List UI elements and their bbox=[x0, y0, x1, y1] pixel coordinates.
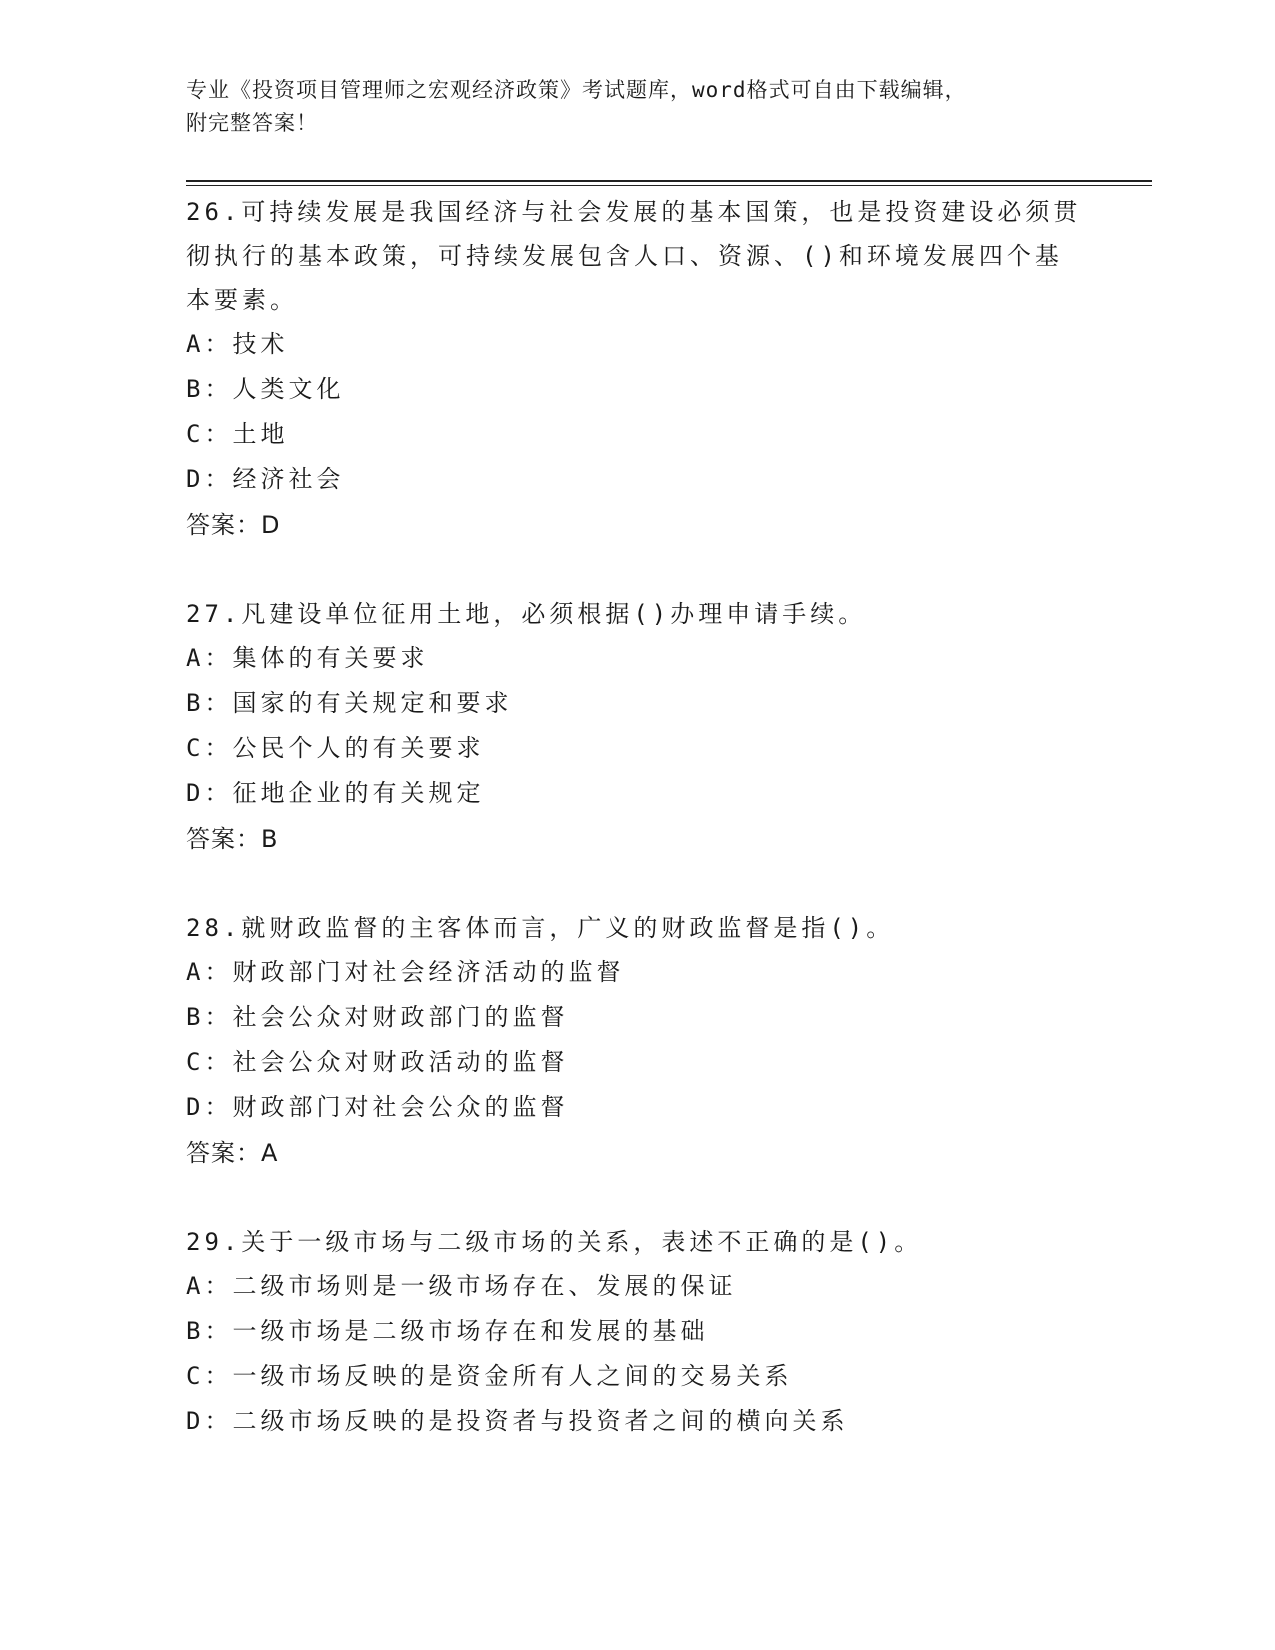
answer-line: 答案：A bbox=[186, 1139, 279, 1167]
header-divider-thin bbox=[186, 185, 1152, 186]
document-header bbox=[186, 74, 1086, 140]
option-a: A：二级市场则是一级市场存在、发展的保证 bbox=[186, 1272, 737, 1300]
question-stem: 28.就财政监督的主客体而言，广义的财政监督是指()。 bbox=[186, 914, 895, 942]
header-line-2: 附完整答案！ bbox=[186, 111, 318, 135]
answer-line: 答案：B bbox=[186, 825, 279, 853]
option-d: D：征地企业的有关规定 bbox=[186, 779, 485, 807]
header-divider-thick bbox=[186, 180, 1152, 182]
question-26 bbox=[186, 190, 1152, 548]
question-stem: 26.可持续发展是我国经济与社会发展的基本国策，也是投资建设必须贯彻执行的基本政策，可持续发展包含人口、资源、()和环境发展四个基本要素。 bbox=[186, 198, 1082, 314]
option-c: C：社会公众对财政活动的监督 bbox=[186, 1048, 569, 1076]
option-b: B：一级市场是二级市场存在和发展的基础 bbox=[186, 1317, 709, 1345]
question-27 bbox=[186, 592, 1152, 862]
option-b: B：人类文化 bbox=[186, 375, 345, 403]
question-stem: 27.凡建设单位征用土地，必须根据()办理申请手续。 bbox=[186, 600, 867, 628]
question-stem: 29.关于一级市场与二级市场的关系，表述不正确的是()。 bbox=[186, 1228, 923, 1256]
option-c: C：一级市场反映的是资金所有人之间的交易关系 bbox=[186, 1362, 793, 1390]
option-a: A：财政部门对社会经济活动的监督 bbox=[186, 958, 625, 986]
question-29 bbox=[186, 1220, 1152, 1444]
option-d: D：财政部门对社会公众的监督 bbox=[186, 1093, 569, 1121]
question-list bbox=[186, 190, 1152, 1488]
header-line-1: 专业《投资项目管理师之宏观经济政策》考试题库，word格式可自由下载编辑， bbox=[186, 78, 967, 102]
option-d: D：经济社会 bbox=[186, 465, 345, 493]
option-b: B：国家的有关规定和要求 bbox=[186, 689, 513, 717]
option-b: B：社会公众对财政部门的监督 bbox=[186, 1003, 569, 1031]
option-d: D：二级市场反映的是投资者与投资者之间的横向关系 bbox=[186, 1407, 849, 1435]
option-c: C：土地 bbox=[186, 420, 289, 448]
option-a: A：集体的有关要求 bbox=[186, 644, 429, 672]
question-28 bbox=[186, 906, 1152, 1176]
answer-line: 答案：D bbox=[186, 511, 281, 539]
option-c: C：公民个人的有关要求 bbox=[186, 734, 485, 762]
option-a: A：技术 bbox=[186, 330, 289, 358]
